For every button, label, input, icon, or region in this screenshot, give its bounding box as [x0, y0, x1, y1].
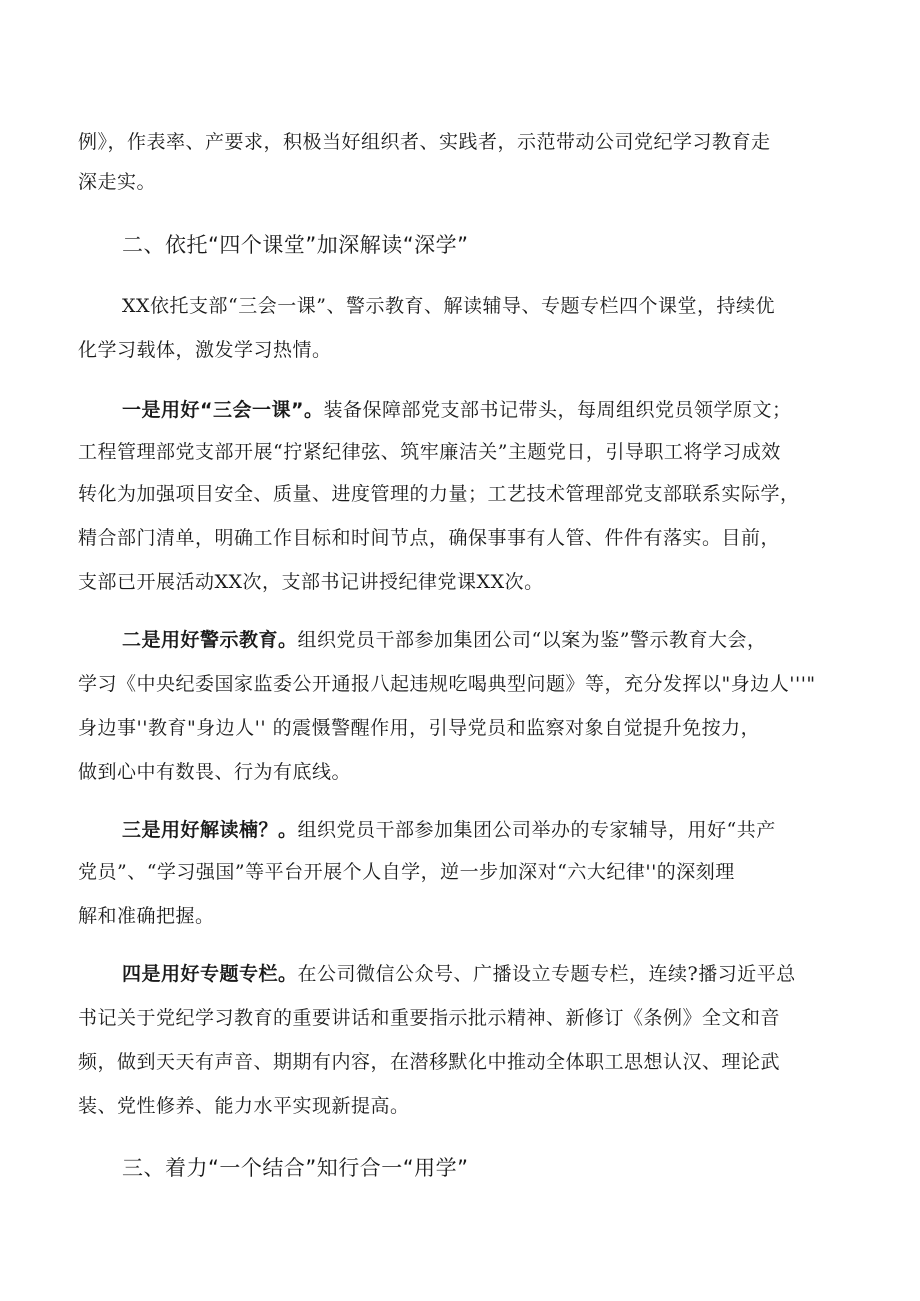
- paragraph-lead: 四是用好专题专栏。: [122, 963, 298, 985]
- paragraph-line: [122, 620, 872, 660]
- paragraph-text: 在公司微信公众号、广播设立专题专栏，连续?播习近平总: [297, 963, 796, 985]
- body-text-line: 精合部门清单，明确工作目标和时间节点，确保事事有人管、件件有落实。目前，: [78, 527, 781, 549]
- body-text-line: 深走实。: [78, 171, 157, 193]
- paragraph-text: 装备保障部党支部书记带头，每周组织党员领学原文；: [323, 399, 792, 421]
- section-heading: 三、着力“一个结合”知行合一“用学”: [122, 1156, 469, 1180]
- paragraph-lead: 二是用好警示教育。: [122, 629, 298, 651]
- body-text-line: 装、党性修养、能力水平实现新提高。: [78, 1095, 410, 1117]
- body-text-line: 频，做到天天有声音、期期有内容，在潜移默化中推动全体职工思想认汉、理论武: [78, 1051, 781, 1073]
- body-text-line: 做到心中有数畏、行为有底线。: [78, 761, 352, 783]
- body-text-line: 化学习载体，激发学习热情。: [78, 339, 332, 361]
- body-text-line: 转化为加强项目安全、质量、进度管理的力量；工艺技术管理部党支部联系实际学，: [78, 483, 800, 505]
- body-text-line: 书记关于党纪学习教育的重要讲话和重要指示批示精神、新修订《条例》全文和音: [78, 1007, 781, 1029]
- body-text-line: 工程管理部党支部开展“拧紧纪律弦、筑牢廉洁关”主题党日，引导职工将学习成效: [78, 441, 781, 463]
- paragraph-line: [122, 810, 872, 850]
- paragraph-lead: 一是用好“三会一课”。: [122, 399, 324, 421]
- paragraph-text: 组织党员干部参加集团公司举办的专家辅导，用好“共产: [297, 819, 776, 841]
- body-text-line: XX依托支部“三会一课”、警示教育、解读辅导、专题专栏四个课堂，持续优: [122, 295, 775, 317]
- paragraph-text: 组织党员干部参加集团公司“以案为鉴”警示教育大会，: [297, 629, 767, 651]
- paragraph-line: [122, 954, 872, 994]
- body-text-line: 学习《中央纪委国家监委公开通报八起违规吃喝典型问题》等，充分发挥以"身边人'''": [78, 673, 816, 695]
- body-text-line: 身边事''教育"身边人'' 的震慑警醒作用，引导党员和监察对象自觉提升免按力，: [78, 717, 761, 739]
- section-heading: 二、依托“四个课堂”加深解读“深学”: [122, 233, 469, 257]
- body-text-line: 支部已开展活动XX次，支部书记讲授纪律党课XX次。: [78, 571, 544, 593]
- body-text-line: 解和准确把握。: [78, 905, 215, 927]
- paragraph-lead: 三是用好解读楠？。: [122, 819, 298, 841]
- body-text-line: 党员”、“学习强国”等平台开展个人自学，逆一步加深对“六大纪律''的深刻理: [78, 861, 735, 883]
- body-text-line: 例》，作表率、产要求，积极当好组织者、实践者，示范带动公司党纪学习教育走: [78, 131, 771, 153]
- paragraph-line: [122, 390, 872, 430]
